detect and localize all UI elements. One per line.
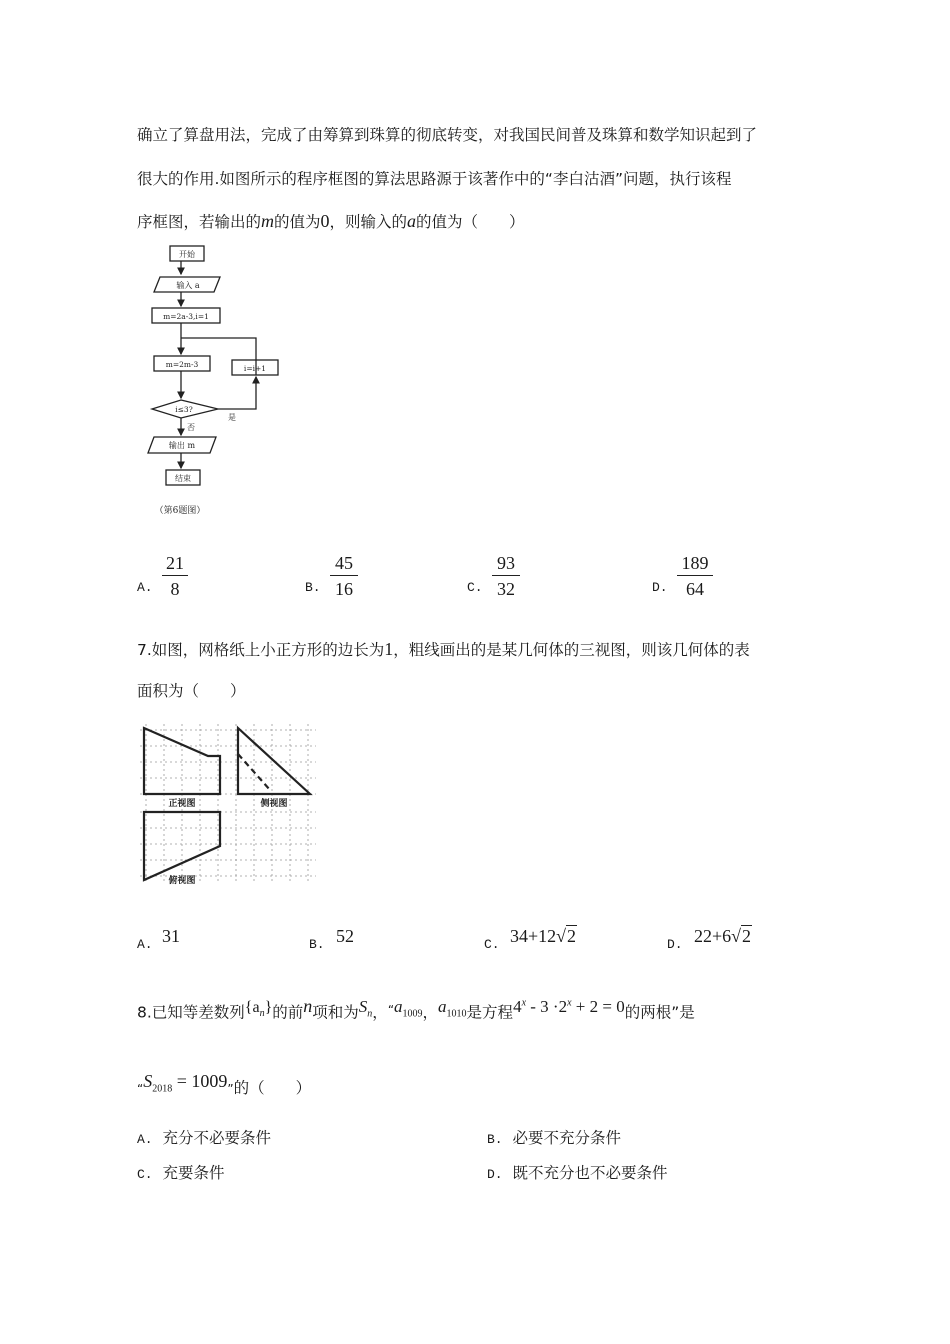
intro-line-3: 序框图，若输出的m的值为0，则输入的a的值为（ ） <box>137 211 525 231</box>
flow-input-text: 输入 a <box>176 281 200 290</box>
flow-caption: （第6题图） <box>154 506 206 516</box>
flow-output-text: 输出 m <box>168 441 196 450</box>
q6-option-d-fraction: $\frac{189}{64}$ <box>677 552 713 600</box>
flow-condition-text: i≤3? <box>175 405 193 414</box>
front-view-label: 正视图 <box>168 799 196 809</box>
flow-yes-label: 是 <box>228 413 236 422</box>
flow-increment-text: i=i+1 <box>243 364 267 373</box>
flow-start-text: 开始 <box>179 250 195 259</box>
q8-line-2: “$S_{2018} = 1009$”的（ ） <box>137 1071 312 1097</box>
q6-option-a-fraction: $\frac{21}{8}$ <box>162 552 188 600</box>
flowchart-diagram <box>140 240 300 525</box>
q8-line-1: 8.已知等差数列$\{a_n\}$的前n项和为$S_n$，$^“a_{1009}$，$a_{1010}$是方程$4^x - 3 \cdot 2^x + 2 = 0$的两根”是 <box>137 995 695 1022</box>
flow-end-text: 结束 <box>175 474 191 483</box>
q8-option-b[interactable]: B. 必要不充分条件 <box>487 1129 621 1147</box>
q6-option-c-fraction: $\frac{93}{32}$ <box>492 552 520 600</box>
q8-option-d[interactable]: D. 既不充分也不必要条件 <box>487 1164 668 1182</box>
three-view-figure <box>136 720 318 886</box>
q8-option-a[interactable]: A. 充分不必要条件 <box>137 1129 271 1147</box>
side-view-label: 侧视图 <box>260 799 288 809</box>
flow-update-text: m=2m-3 <box>165 360 199 369</box>
flow-no-label: 否 <box>187 423 195 432</box>
intro-line-2: 很大的作用.如图所示的程序框图的算法思路源于该著作中的“李白沽酒”问题，执行该程 <box>137 170 732 188</box>
q7-line-1: 7.如图，网格纸上小正方形的边长为1，粗线画出的是某几何体的三视图，则该几何体的表 <box>137 639 750 659</box>
intro-line-1: 确立了算盘用法，完成了由筹算到珠算的彻底转变，对我国民间普及珠算和数学知识起到了 <box>137 126 758 144</box>
top-view-label: 俯视图 <box>168 876 196 886</box>
side-view-shape <box>238 728 310 794</box>
q8-option-c[interactable]: C. 充要条件 <box>137 1164 225 1182</box>
q7-line-2: 面积为（ ） <box>137 682 246 700</box>
flow-init-text: m=2a-3,i=1 <box>163 312 209 321</box>
q6-option-b-fraction: $\frac{45}{16}$ <box>330 552 358 600</box>
